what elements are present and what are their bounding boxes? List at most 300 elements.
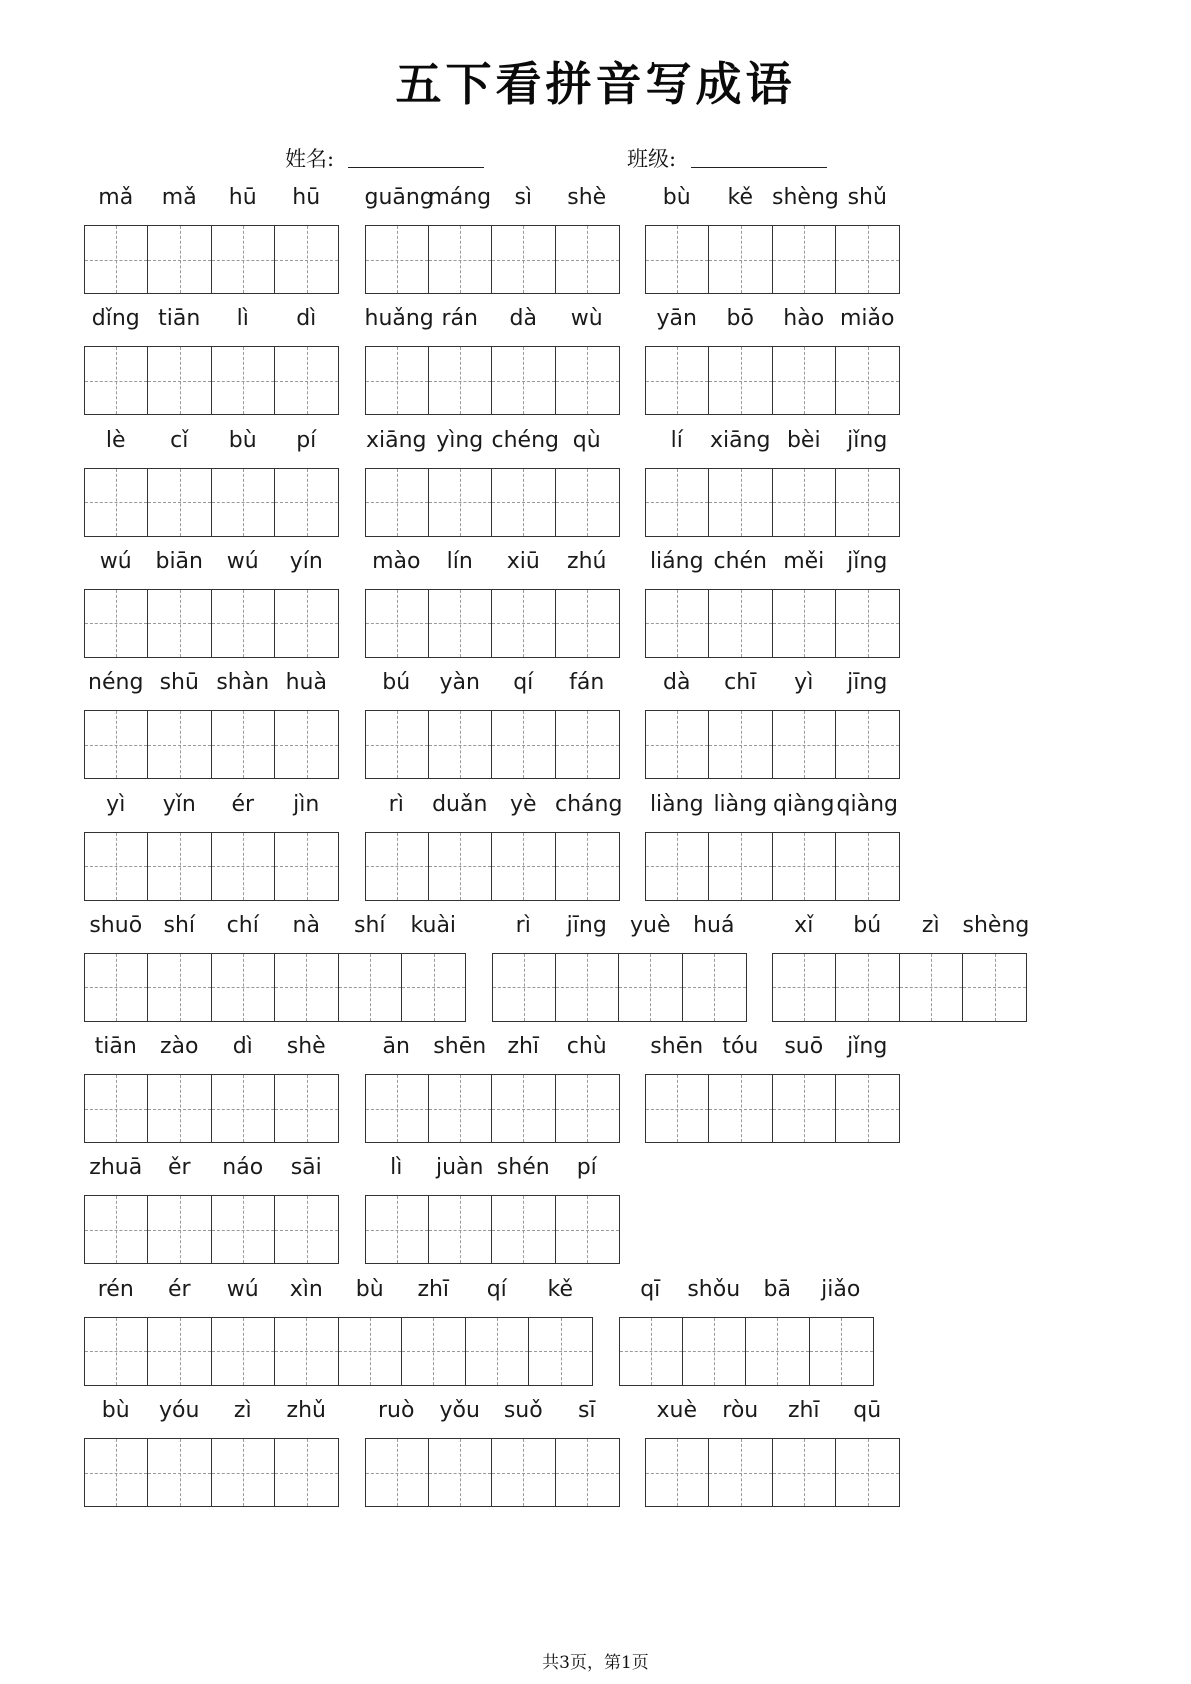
pinyin-row bbox=[84, 302, 338, 336]
pinyin-syllable: huǎng bbox=[364, 306, 434, 332]
tianzige-cell[interactable] bbox=[556, 590, 619, 657]
pinyin-syllable: yè bbox=[509, 791, 537, 817]
tianzige-cell[interactable] bbox=[646, 226, 709, 293]
writing-grid bbox=[365, 710, 620, 779]
idiom-row bbox=[0, 666, 1191, 797]
name-field[interactable] bbox=[348, 167, 484, 168]
pinyin-row bbox=[645, 181, 899, 215]
pinyin-syllable: chí bbox=[226, 912, 259, 938]
pinyin-syllable: chéng bbox=[491, 427, 559, 453]
tianzige-cell[interactable] bbox=[212, 711, 275, 778]
tianzige-cell[interactable] bbox=[212, 347, 275, 414]
tianzige-cell[interactable] bbox=[646, 469, 709, 536]
pinyin-syllable: jìn bbox=[293, 791, 320, 817]
tianzige-cell[interactable] bbox=[646, 590, 709, 657]
pinyin-row bbox=[84, 666, 338, 700]
pinyin-syllable: yín bbox=[289, 548, 323, 574]
tianzige-cell[interactable] bbox=[556, 226, 619, 293]
pinyin-syllable: pí bbox=[576, 1155, 597, 1181]
pinyin-syllable: shè bbox=[286, 1034, 326, 1060]
tianzige-cell[interactable] bbox=[492, 590, 555, 657]
tianzige-cell[interactable] bbox=[429, 590, 492, 657]
pinyin-syllable: lì bbox=[390, 1155, 403, 1181]
pinyin-syllable: duǎn bbox=[432, 791, 488, 817]
pinyin-syllable: qū bbox=[853, 1398, 882, 1423]
tianzige-cell[interactable] bbox=[275, 1196, 338, 1263]
tianzige-cell[interactable] bbox=[275, 469, 338, 536]
tianzige-cell[interactable] bbox=[148, 226, 211, 293]
tianzige-cell[interactable] bbox=[212, 469, 275, 536]
tianzige-cell[interactable] bbox=[366, 711, 429, 778]
tianzige-cell[interactable] bbox=[148, 711, 211, 778]
pinyin-row bbox=[365, 545, 619, 579]
pinyin-syllable: biān bbox=[155, 548, 203, 574]
writing-grid bbox=[84, 832, 339, 901]
idiom-row bbox=[0, 788, 1191, 919]
pinyin-syllable: bù bbox=[662, 185, 691, 210]
pinyin-syllable: xuè bbox=[656, 1398, 697, 1423]
tianzige-cell[interactable] bbox=[148, 954, 211, 1021]
tianzige-cell[interactable] bbox=[85, 590, 148, 657]
tianzige-cell[interactable] bbox=[275, 226, 338, 293]
tianzige-cell[interactable] bbox=[366, 347, 429, 414]
pinyin-row bbox=[365, 424, 619, 458]
idiom-row bbox=[0, 302, 1191, 433]
tianzige-cell[interactable] bbox=[492, 347, 555, 414]
tianzige-cell[interactable] bbox=[275, 1318, 338, 1385]
tianzige-cell[interactable] bbox=[773, 590, 836, 657]
pinyin-syllable: zhī bbox=[787, 1398, 820, 1423]
pinyin-syllable: yàn bbox=[439, 670, 480, 696]
tianzige-cell[interactable] bbox=[646, 1075, 709, 1142]
tianzige-cell[interactable] bbox=[429, 1439, 492, 1506]
pinyin-syllable: sī bbox=[577, 1398, 596, 1423]
tianzige-cell[interactable] bbox=[429, 226, 492, 293]
idiom-row bbox=[0, 1273, 1191, 1404]
pinyin-syllable: wú bbox=[226, 548, 259, 574]
pinyin-syllable: cháng bbox=[555, 791, 623, 817]
pinyin-syllable: zhǔ bbox=[286, 1398, 326, 1423]
tianzige-cell[interactable] bbox=[836, 1439, 899, 1506]
tianzige-cell[interactable] bbox=[212, 833, 275, 900]
idiom-row bbox=[0, 1151, 1191, 1282]
pinyin-syllable: ān bbox=[382, 1034, 410, 1060]
tianzige-cell[interactable] bbox=[85, 1075, 148, 1142]
pinyin-syllable: bō bbox=[726, 306, 754, 332]
tianzige-cell[interactable] bbox=[85, 833, 148, 900]
tianzige-cell[interactable] bbox=[148, 1196, 211, 1263]
pinyin-syllable: cǐ bbox=[170, 427, 189, 453]
writing-grid bbox=[84, 468, 339, 537]
tianzige-cell[interactable] bbox=[429, 833, 492, 900]
pinyin-syllable: wú bbox=[99, 548, 132, 574]
tianzige-cell[interactable] bbox=[148, 347, 211, 414]
pinyin-syllable: wú bbox=[226, 1276, 259, 1302]
tianzige-cell[interactable] bbox=[836, 833, 899, 900]
tianzige-cell[interactable] bbox=[836, 711, 899, 778]
pinyin-syllable: ruò bbox=[378, 1398, 415, 1423]
tianzige-cell[interactable] bbox=[773, 347, 836, 414]
pinyin-syllable: shū bbox=[159, 670, 199, 696]
pinyin-syllable: yuè bbox=[630, 912, 671, 938]
tianzige-cell[interactable] bbox=[556, 469, 619, 536]
tianzige-cell[interactable] bbox=[709, 1075, 772, 1142]
tianzige-cell[interactable] bbox=[85, 226, 148, 293]
pinyin-syllable: dì bbox=[232, 1034, 253, 1060]
tianzige-cell[interactable] bbox=[275, 590, 338, 657]
pinyin-syllable: ér bbox=[231, 791, 255, 817]
pinyin-row bbox=[365, 788, 623, 822]
pinyin-syllable: yǐn bbox=[162, 791, 196, 817]
pinyin-syllable: rán bbox=[441, 306, 478, 332]
tianzige-cell[interactable] bbox=[556, 954, 619, 1021]
page-title: 五下看拼音写成语 bbox=[395, 57, 796, 111]
pinyin-syllable: xiāng bbox=[365, 427, 427, 453]
tianzige-cell[interactable] bbox=[366, 1196, 429, 1263]
tianzige-cell[interactable] bbox=[556, 347, 619, 414]
tianzige-cell[interactable] bbox=[212, 1075, 275, 1142]
pinyin-row bbox=[365, 302, 619, 336]
tianzige-cell[interactable] bbox=[366, 833, 429, 900]
pinyin-syllable: jīng bbox=[566, 912, 607, 938]
pinyin-syllable: mào bbox=[372, 548, 421, 574]
writing-grid bbox=[84, 1438, 339, 1507]
tianzige-cell[interactable] bbox=[836, 347, 899, 414]
pinyin-syllable: tóu bbox=[722, 1034, 759, 1060]
writing-grid bbox=[84, 710, 339, 779]
tianzige-cell[interactable] bbox=[85, 1196, 148, 1263]
idiom-row bbox=[0, 181, 1191, 312]
tianzige-cell[interactable] bbox=[619, 954, 682, 1021]
pinyin-syllable: qī bbox=[640, 1276, 661, 1302]
tianzige-cell[interactable] bbox=[773, 226, 836, 293]
pinyin-syllable: chén bbox=[713, 548, 768, 574]
tianzige-cell[interactable] bbox=[85, 711, 148, 778]
tianzige-cell[interactable] bbox=[275, 1075, 338, 1142]
pinyin-syllable: shè bbox=[567, 185, 607, 210]
tianzige-cell[interactable] bbox=[646, 833, 709, 900]
tianzige-cell[interactable] bbox=[366, 469, 429, 536]
pinyin-syllable: lè bbox=[105, 427, 126, 453]
pinyin-syllable: jǐng bbox=[847, 427, 888, 453]
writing-grid bbox=[492, 953, 747, 1022]
tianzige-cell[interactable] bbox=[212, 226, 275, 293]
pinyin-row bbox=[84, 1394, 338, 1428]
pinyin-syllable: bèi bbox=[786, 427, 821, 453]
pinyin-syllable: hū bbox=[292, 185, 321, 210]
pinyin-row bbox=[84, 424, 338, 458]
tianzige-cell[interactable] bbox=[492, 1075, 555, 1142]
pinyin-row bbox=[365, 666, 619, 700]
tianzige-cell[interactable] bbox=[148, 1075, 211, 1142]
tianzige-cell[interactable] bbox=[492, 1196, 555, 1263]
pinyin-syllable: shí bbox=[353, 912, 386, 938]
pinyin-syllable: shǒu bbox=[687, 1276, 741, 1302]
tianzige-cell[interactable] bbox=[466, 1318, 529, 1385]
page-footer: 共3页，第1页 bbox=[542, 1653, 649, 1673]
tianzige-cell[interactable] bbox=[683, 954, 746, 1021]
tianzige-cell[interactable] bbox=[773, 469, 836, 536]
tianzige-cell[interactable] bbox=[429, 469, 492, 536]
writing-grid bbox=[645, 832, 900, 901]
pinyin-syllable: kě bbox=[547, 1276, 573, 1302]
tianzige-cell[interactable] bbox=[212, 590, 275, 657]
pinyin-syllable: zhú bbox=[567, 548, 607, 574]
pinyin-syllable: jīng bbox=[847, 670, 888, 696]
pinyin-syllable: zhī bbox=[507, 1034, 540, 1060]
tianzige-cell[interactable] bbox=[773, 954, 836, 1021]
tianzige-cell[interactable] bbox=[773, 1075, 836, 1142]
tianzige-cell[interactable] bbox=[709, 590, 772, 657]
pinyin-row bbox=[645, 545, 899, 579]
tianzige-cell[interactable] bbox=[366, 1075, 429, 1142]
pinyin-row bbox=[84, 545, 338, 579]
pinyin-syllable: jiǎo bbox=[821, 1276, 861, 1302]
pinyin-syllable: liáng bbox=[649, 548, 704, 574]
pinyin-row bbox=[365, 1394, 619, 1428]
tianzige-cell[interactable] bbox=[339, 954, 402, 1021]
tianzige-cell[interactable] bbox=[556, 1196, 619, 1263]
tianzige-cell[interactable] bbox=[429, 711, 492, 778]
tianzige-cell[interactable] bbox=[773, 833, 836, 900]
pinyin-row bbox=[619, 1273, 873, 1307]
pinyin-syllable: bù bbox=[101, 1398, 130, 1423]
tianzige-cell[interactable] bbox=[85, 1439, 148, 1506]
pinyin-syllable: yān bbox=[656, 306, 697, 332]
pinyin-syllable: sāi bbox=[290, 1155, 322, 1181]
pinyin-row bbox=[84, 1151, 338, 1185]
writing-grid bbox=[645, 225, 900, 294]
tianzige-cell[interactable] bbox=[212, 1439, 275, 1506]
pinyin-syllable: bù bbox=[355, 1276, 384, 1302]
pinyin-syllable: qí bbox=[486, 1276, 507, 1302]
writing-grid bbox=[365, 832, 620, 901]
writing-grid bbox=[84, 1317, 593, 1386]
tianzige-cell[interactable] bbox=[836, 1075, 899, 1142]
tianzige-cell[interactable] bbox=[275, 711, 338, 778]
tianzige-cell[interactable] bbox=[366, 1439, 429, 1506]
pinyin-syllable: rén bbox=[97, 1276, 134, 1302]
pinyin-syllable: zào bbox=[160, 1034, 199, 1060]
pinyin-syllable: yì bbox=[794, 670, 814, 696]
tianzige-cell[interactable] bbox=[646, 1439, 709, 1506]
pinyin-syllable: xiāng bbox=[709, 427, 771, 453]
idiom-row bbox=[0, 424, 1191, 555]
tianzige-cell[interactable] bbox=[709, 1439, 772, 1506]
writing-grid bbox=[365, 1438, 620, 1507]
pinyin-syllable: shēn bbox=[650, 1034, 704, 1060]
pinyin-syllable: chī bbox=[724, 670, 757, 696]
tianzige-cell[interactable] bbox=[429, 1075, 492, 1142]
tianzige-cell[interactable] bbox=[556, 833, 619, 900]
pinyin-syllable: máng bbox=[428, 185, 492, 210]
writing-grid bbox=[365, 1195, 620, 1264]
pinyin-syllable: suǒ bbox=[503, 1398, 543, 1423]
tianzige-cell[interactable] bbox=[836, 954, 899, 1021]
pinyin-syllable: kě bbox=[727, 185, 753, 210]
writing-grid bbox=[84, 589, 339, 658]
writing-grid bbox=[645, 468, 900, 537]
pinyin-syllable: zì bbox=[921, 912, 940, 938]
pinyin-row bbox=[645, 666, 899, 700]
pinyin-syllable: shén bbox=[496, 1155, 550, 1181]
tianzige-cell[interactable] bbox=[709, 711, 772, 778]
tianzige-cell[interactable] bbox=[556, 1075, 619, 1142]
pinyin-syllable: huá bbox=[693, 912, 735, 938]
writing-grid bbox=[645, 1438, 900, 1507]
tianzige-cell[interactable] bbox=[709, 347, 772, 414]
tianzige-cell[interactable] bbox=[148, 1439, 211, 1506]
class-field[interactable] bbox=[691, 167, 827, 168]
tianzige-cell[interactable] bbox=[366, 590, 429, 657]
pinyin-syllable: xiū bbox=[506, 548, 540, 574]
tianzige-cell[interactable] bbox=[212, 1196, 275, 1263]
tianzige-cell[interactable] bbox=[709, 469, 772, 536]
tianzige-cell[interactable] bbox=[492, 711, 555, 778]
tianzige-cell[interactable] bbox=[275, 833, 338, 900]
pinyin-syllable: shèng bbox=[772, 185, 839, 210]
pinyin-row bbox=[365, 181, 619, 215]
writing-grid bbox=[84, 1195, 339, 1264]
pinyin-syllable: nà bbox=[292, 912, 320, 938]
pinyin-row bbox=[365, 1030, 619, 1064]
tianzige-cell[interactable] bbox=[212, 954, 275, 1021]
tianzige-cell[interactable] bbox=[746, 1318, 809, 1385]
tianzige-cell[interactable] bbox=[773, 711, 836, 778]
pinyin-syllable: shēn bbox=[433, 1034, 487, 1060]
pinyin-syllable: qiàng bbox=[773, 791, 835, 817]
pinyin-syllable: jǐng bbox=[847, 548, 888, 574]
pinyin-syllable: mǎ bbox=[98, 185, 134, 210]
writing-grid bbox=[772, 953, 1027, 1022]
pinyin-syllable: hū bbox=[228, 185, 257, 210]
tianzige-cell[interactable] bbox=[339, 1318, 402, 1385]
tianzige-cell[interactable] bbox=[429, 347, 492, 414]
tianzige-cell[interactable] bbox=[275, 1439, 338, 1506]
pinyin-syllable: lí bbox=[670, 427, 683, 453]
tianzige-cell[interactable] bbox=[556, 711, 619, 778]
pinyin-syllable: kuài bbox=[410, 912, 457, 938]
pinyin-syllable: ròu bbox=[722, 1398, 759, 1423]
tianzige-cell[interactable] bbox=[148, 833, 211, 900]
pinyin-syllable: dì bbox=[296, 306, 317, 332]
pinyin-syllable: xǐ bbox=[794, 912, 814, 938]
tianzige-cell[interactable] bbox=[836, 590, 899, 657]
tianzige-cell[interactable] bbox=[212, 1318, 275, 1385]
tianzige-cell[interactable] bbox=[773, 1439, 836, 1506]
tianzige-cell[interactable] bbox=[275, 954, 338, 1021]
tianzige-cell[interactable] bbox=[709, 226, 772, 293]
pinyin-syllable: yìng bbox=[436, 427, 484, 453]
pinyin-syllable: shuō bbox=[89, 912, 143, 938]
tianzige-cell[interactable] bbox=[620, 1318, 683, 1385]
tianzige-cell[interactable] bbox=[85, 347, 148, 414]
pinyin-syllable: liàng bbox=[713, 791, 768, 817]
tianzige-cell[interactable] bbox=[492, 1439, 555, 1506]
tianzige-cell[interactable] bbox=[85, 954, 148, 1021]
tianzige-cell[interactable] bbox=[646, 711, 709, 778]
pinyin-syllable: rì bbox=[388, 791, 404, 817]
writing-grid bbox=[84, 953, 466, 1022]
pinyin-syllable: bā bbox=[763, 1276, 791, 1302]
pinyin-syllable: zì bbox=[233, 1398, 252, 1423]
class-label: 班级: bbox=[627, 147, 677, 171]
writing-grid bbox=[365, 225, 620, 294]
tianzige-cell[interactable] bbox=[836, 226, 899, 293]
tianzige-cell[interactable] bbox=[556, 1439, 619, 1506]
tianzige-cell[interactable] bbox=[85, 469, 148, 536]
tianzige-cell[interactable] bbox=[683, 1318, 746, 1385]
pinyin-syllable: pí bbox=[296, 427, 317, 453]
tianzige-cell[interactable] bbox=[900, 954, 963, 1021]
pinyin-row bbox=[365, 1151, 619, 1185]
writing-grid bbox=[84, 346, 339, 415]
tianzige-cell[interactable] bbox=[148, 590, 211, 657]
tianzige-cell[interactable] bbox=[402, 1318, 465, 1385]
idiom-row bbox=[0, 1030, 1191, 1161]
pinyin-syllable: guāng bbox=[364, 185, 434, 210]
pinyin-row bbox=[645, 1394, 899, 1428]
writing-grid bbox=[84, 225, 339, 294]
pinyin-syllable: miǎo bbox=[840, 306, 895, 332]
tianzige-cell[interactable] bbox=[366, 226, 429, 293]
pinyin-syllable: ér bbox=[167, 1276, 191, 1302]
tianzige-cell[interactable] bbox=[963, 954, 1026, 1021]
tianzige-cell[interactable] bbox=[810, 1318, 873, 1385]
tianzige-cell[interactable] bbox=[836, 469, 899, 536]
pinyin-row bbox=[772, 909, 1030, 943]
tianzige-cell[interactable] bbox=[402, 954, 465, 1021]
tianzige-cell[interactable] bbox=[529, 1318, 592, 1385]
tianzige-cell[interactable] bbox=[492, 833, 555, 900]
tianzige-cell[interactable] bbox=[709, 833, 772, 900]
tianzige-cell[interactable] bbox=[85, 1318, 148, 1385]
pinyin-syllable: yǒu bbox=[439, 1398, 480, 1423]
pinyin-syllable: sì bbox=[514, 185, 533, 210]
pinyin-syllable: zhuā bbox=[89, 1155, 143, 1181]
pinyin-row bbox=[645, 424, 899, 458]
pinyin-row bbox=[645, 302, 899, 336]
writing-grid bbox=[84, 1074, 339, 1143]
pinyin-syllable: bù bbox=[228, 427, 257, 453]
tianzige-cell[interactable] bbox=[492, 226, 555, 293]
pinyin-syllable: měi bbox=[783, 548, 825, 574]
pinyin-syllable: suō bbox=[784, 1034, 824, 1060]
pinyin-row bbox=[84, 909, 465, 943]
pinyin-syllable: xìn bbox=[289, 1276, 323, 1302]
pinyin-syllable: hào bbox=[783, 306, 825, 332]
pinyin-syllable: wù bbox=[570, 306, 603, 332]
pinyin-row bbox=[645, 1030, 899, 1064]
pinyin-syllable: qù bbox=[572, 427, 601, 453]
tianzige-cell[interactable] bbox=[492, 469, 555, 536]
pinyin-syllable: dà bbox=[663, 670, 691, 696]
pinyin-syllable: fán bbox=[569, 670, 605, 696]
pinyin-syllable: tiān bbox=[158, 306, 201, 332]
pinyin-syllable: chù bbox=[566, 1034, 607, 1060]
writing-grid bbox=[645, 710, 900, 779]
pinyin-row bbox=[84, 788, 338, 822]
tianzige-cell[interactable] bbox=[646, 347, 709, 414]
writing-grid bbox=[619, 1317, 874, 1386]
tianzige-cell[interactable] bbox=[148, 469, 211, 536]
tianzige-cell[interactable] bbox=[429, 1196, 492, 1263]
pinyin-syllable: bú bbox=[382, 670, 411, 696]
tianzige-cell[interactable] bbox=[275, 347, 338, 414]
pinyin-row bbox=[84, 181, 338, 215]
tianzige-cell[interactable] bbox=[148, 1318, 211, 1385]
tianzige-cell[interactable] bbox=[493, 954, 556, 1021]
